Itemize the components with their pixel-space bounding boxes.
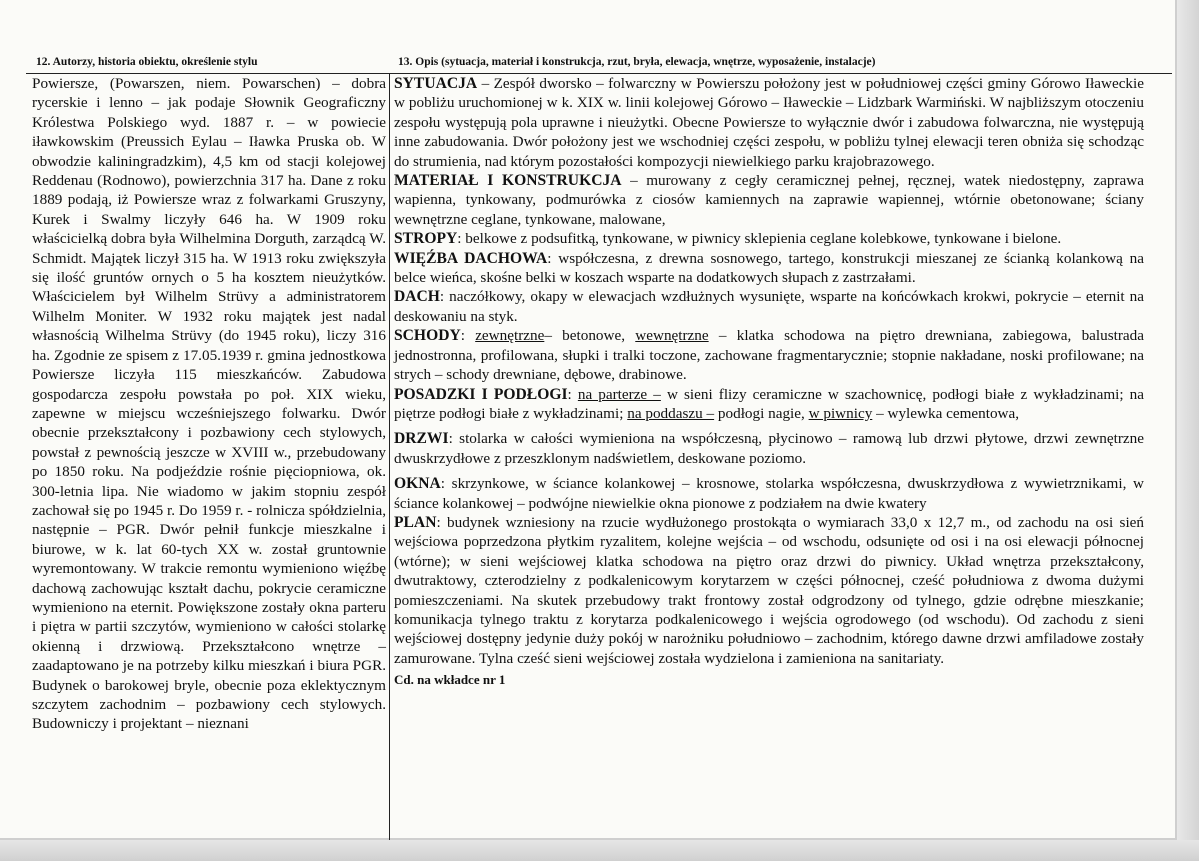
section-okna (394, 474, 1144, 513)
scan-edge-right (1177, 0, 1199, 861)
section-heading: DACH (394, 288, 440, 306)
underlined-term: zewnętrzne (475, 327, 545, 345)
section-heading: DRZWI (394, 430, 449, 448)
section-wiezba (394, 249, 1144, 288)
section-text: : (460, 327, 476, 345)
section-schody (394, 326, 1144, 384)
section-drzwi (394, 429, 1144, 468)
history-text: Powiersze, (Powarszen, niem. Powarschen) – dobra rycerskie i lenno – jak podaje Słownik Geograficzny Królestwa Polskiego wyd. 1887 r. – w powiecie iławkowskim (Preussich Eylau – Iławka Pruska ob. W obwodzie kaliningradzkim), 4,5 km od stacji kolejowej Reddenau (Rodnowo), powierzchnia 317 ha. Dane z roku 1889 podają, iż Powiersze wraz z folwarkami Gruszyny, Kurek i Swalmy liczyły 646 ha. W 1909 roku właścicielką dobra była Wilhelmina Dorguth, zarządcą W. Schmidt. Majątek liczył 315 ha. W 1913 roku zwiększyła się ilość gruntów ornych o 5 ha kosztem nieużytków. Właścicielem był Wilhelm Strüvy a administratorem Wilhelm Moniter. W 1932 roku majątek jest nadal własnością Wilhelma Strüvy (do 1945 roku), liczy 316 ha. Zgodnie ze spisem z 17.05.1939 r. gmina jednostkowa Powiersze liczyła 115 mieszkańców. Zabudowa gospodarcza zespołu powstała po poł. XIX wieku, zapewne w miejscu wcześniejszego folwarku. Dwór obecnie przekształcony i pozbawiony cech stylowych, powstał z pewnością jeszcze w XVIII w., przebudowany po 1850 roku. Na podjeździe rośnie pięciopniowa, ok. 300-letnia lipa. Nie wiadomo w jakim stopniu zespół zachował się po 1945 r. Do 1959 r. - rolnicza spółdzielnia, następnie – PGR. Dwór pełnił funkcje mieszkalne i biurowe, w k. lat 60-tych XX w. został gruntownie wyremontowany. W trakcie remontu wymieniono więźbę dachową zachowując kształt dachu, pokrycie ceramiczne wymieniono na eternit. Powiększone zostały okna parteru i piętra w partii szczytów, wymieniono w całości stolarkę okienną i drzwiową. Przekształcono wnętrze – zaadaptowano je na potrzeby kilku mieszkań i biura PGR. Budynek o barokowej bryle, obecnie poza eklektycznym szczytem zachodnim – pozbawiony cech stylowych. Budowniczy i projektant – nieznani (32, 75, 386, 733)
section-text: : naczółkowy, okapy w elewacjach wzdłużnych wysunięte, wsparte na końcówkach krokwi, pokrycie – eternit na deskowaniu na styk. (394, 288, 1144, 325)
scan-edge-bottom (0, 840, 1199, 861)
header-description: 13. Opis (sytuacja, materiał i konstrukcja, rzut, bryła, elewacja, wnętrze, wyposażenie, instalacje) (398, 56, 876, 68)
underlined-term: na poddaszu – (627, 404, 715, 422)
section-text: : skrzynkowe, w ściance kolankowej – krosnowe, stolarka współczesna, dwuskrzydłowa z wywietrznikami, w ściance kolankowej – podwójne niewielkie okna pionowe z podziałem na dwie kwatery (394, 475, 1144, 512)
section-heading: POSADZKI I PODŁOGI (394, 385, 568, 403)
section-heading: OKNA (394, 475, 441, 493)
underlined-term: w piwnicy (808, 404, 873, 422)
section-text: – Zespół dworsko – folwarczny w Powierszu położony jest w południowej części gminy Górowo Iławeckie w pobliżu uruchomionej w k. XIX w. linii kolejowej Górowo – Iławeckie – Lidzbark Warmiński. W najbliższym otoczeniu zespołu występują pola uprawne i nieużytki. Obecne Powiersze to wyłącznie dwór i zabudowa folwarczna, nie występują inne zabudowania. Dwór położony jest we wschodniej części zespołu, w pobliżu tylnej elewacji teren obniża się schodząc do strumienia, nad którym pozostałości kompozycji niewielkiego parku krajobrazowego. (394, 75, 1144, 170)
section-text: w sieni flizy ceramiczne w szachownicę, podłogi białe z wykładzinami; na piętrze podłogi białe z wykładzinami; (394, 385, 1145, 422)
section-heading: SCHODY (394, 327, 461, 345)
section-text: podłogi nagie, (714, 404, 809, 422)
underlined-term: wewnętrzne (635, 327, 709, 345)
column-divider (389, 73, 390, 843)
section-plan (394, 513, 1144, 668)
continued-note: Cd. na wkładce nr 1 (394, 672, 506, 688)
section-text: : belkowe z podsufitką, tynkowane, w piwnicy sklepienia ceglane kolebkowe, tynkowane i bielone. (457, 230, 1062, 248)
section-heading: MATERIAŁ I KONSTRUKCJA (394, 172, 622, 190)
description-column (394, 74, 1144, 690)
section-text: : (567, 385, 578, 403)
underlined-term: na parterze – (577, 385, 661, 403)
section-text: : współczesna, z drewna sosnowego, tartego, konstrukcji mieszanej ze ścianką kolankową na belce wieńca, skośne belki w koszach wsparte na dodatkowych słupach z zastrzałami. (394, 249, 1144, 287)
section-text: – klatka schodowa na piętro drewniana, zabiegowa, balustrada jednostronna, profilowana, słupki i tralki toczone, zachowane fragmentarycznie; stopnie nakładane, noski profilowane; na strych – schody drewniane, dębowe, drabinowe. (394, 327, 1144, 384)
header-history: 12. Autorzy, historia obiektu, określenie stylu (36, 56, 258, 68)
section-text: – wylewka cementowa, (872, 404, 1020, 422)
section-heading: WIĘŹBA DACHOWA (394, 249, 548, 267)
section-text: – betonowe, (544, 327, 636, 345)
section-material (394, 171, 1144, 229)
section-stropy (394, 229, 1144, 248)
section-posadzki (394, 385, 1144, 424)
section-heading: PLAN (394, 513, 437, 531)
section-text: – murowany z cegły ceramicznej pełnej, ręcznej, watek niedostępny, zaprawa wapienna, tynkowany, podmurówka z ciosów kamiennych na zaprawie wapiennej, wtórnie obetonowane; ściany wewnętrzne ceglane, tynkowane, malowane, (394, 172, 1144, 228)
section-sytuacja (394, 74, 1144, 171)
section-dach (394, 287, 1144, 326)
section-heading: SYTUACJA (394, 75, 478, 92)
section-text: : stolarka w całości wymieniona na współczesną, płycinowo – ramową lub drzwi płytowe, drzwi zewnętrzne dwuskrzydłowe z przeszklonym nadświetlem, deskowane poziomo. (394, 430, 1144, 467)
section-text: : budynek wzniesiony na rzucie wydłużonego prostokąta o wymiarach 33,0 x 12,7 m., od zachodu na osi sień wejściowa poprzedzona płytkim ryzalitem, kolejne wejścia – od wschodu, odsunięte od osi i na osi elewacji północnej (wtórne); w sieni wejściowej klatka schodowa na piętro oraz drzwi do piwnicy. Układ wnętrza przekształcony, dwutraktowy, czterodzielny z podkalenicowym korytarzem w części północnej, cześć południowa z dwoma dużymi pomieszczeniami. Na skutek przebudowy trakt frontowy został odgrodzony od tylnego, gdzie odrębne mieszkanie; komunikacja tylnego traktu z korytarza podkalenicowego i wejścia ogrodowego (od wschodu). Od zachodu z sieni wejściowej dostępny jedynie duży pokój w narożniku południowo – zachodnim, którego dawne drzwi amfiladowe zostały zamurowane. Tylna cześć sieni wejściowej została wydzielona i zamieniona na sanitariaty. (394, 513, 1144, 667)
section-heading: STROPY (394, 230, 458, 248)
